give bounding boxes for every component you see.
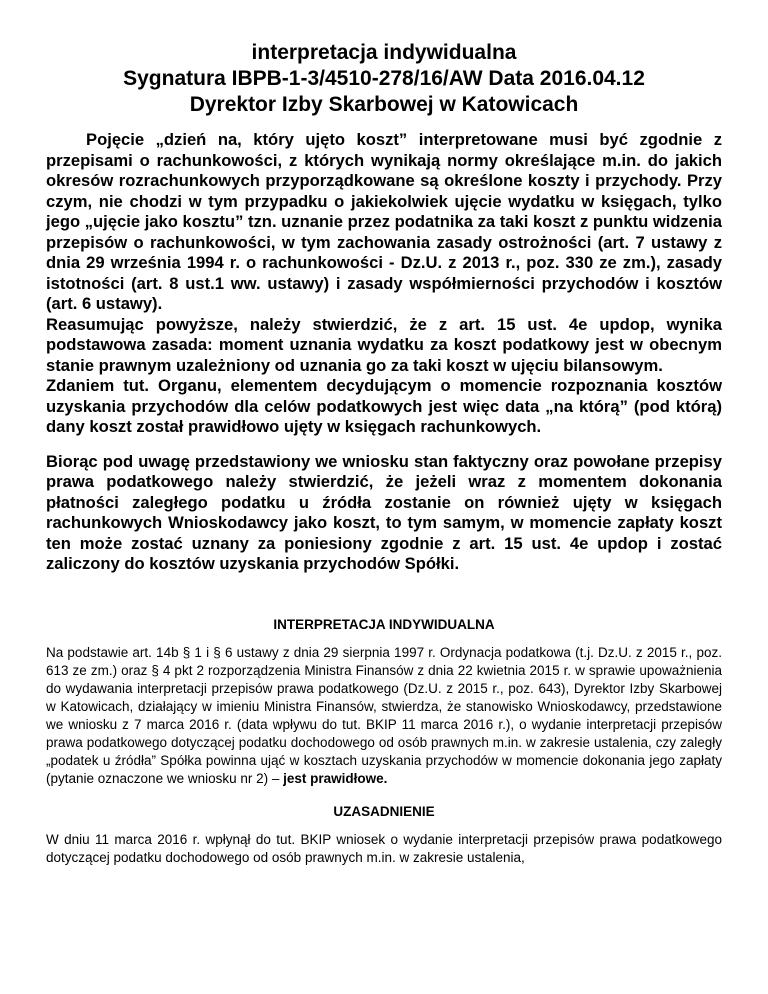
summary-paragraph-2: Reasumując powyższe, należy stwierdzić, że z art. 15 ust. 4e updop, wynika podstawowa zasada: moment uznania wydatku za koszt podatkowy jest w obecnym stanie prawnym uzależniony od uznania go za taki koszt w ujęciu bilansowym.	[46, 314, 722, 375]
justification-paragraph: W dniu 11 marca 2016 r. wpłynął do tut. BKIP wniosek o wydanie interpretacji przepisów prawa podatkowego dotyczącej podatku dochodowego od osób prawnych m.in. w zakresie ustalenia,	[46, 831, 722, 865]
summary-paragraph-4: Biorąc pod uwagę przedstawiony we wniosku stan faktyczny oraz powołane przepisy prawa podatkowego należy stwierdzić, że jeżeli wraz z momentem dokonania płatności zaległego podatku u źródła zostanie on również ujęty w księgach rachunkowych Wnioskodawcy jako koszt, to tym samym, w momencie zapłaty koszt ten może zostać uznany za poniesiony zgodnie z art. 15 ust. 4e updop i zostać zaliczony do kosztów uzyskania przychodów Spółki.	[46, 451, 722, 573]
header-signature: Sygnatura IBPB-1-3/4510-278/16/AW Data 2016.04.12	[123, 67, 645, 90]
interpretation-paragraph	[46, 644, 722, 788]
interpretation-title: INTERPRETACJA INDYWIDUALNA	[273, 616, 495, 632]
interpretation-verdict: jest prawidłowe.	[283, 770, 388, 786]
interpretation-text: Na podstawie art. 14b § 1 i § 6 ustawy z dnia 29 sierpnia 1997 r. Ordynacja podatkowa (t.j. Dz.U. z 2015 r., poz. 613 ze zm.) oraz § 4 pkt 2 rozporządzenia Ministra Finansów z dnia 22 kwietnia 2015 r. w sprawie upoważnienia do wydawania interpretacji przepisów prawa podatkowego (Dz.U. z 2015 r., poz. 643), Dyrektor Izby Skarbowej w Katowicach, działający w imieniu Ministra Finansów, stwierdza, że stanowisko Wnioskodawcy, przedstawione we wniosku z 7 marca 2016 r. (data wpływu do tut. BKIP 11 marca 2016 r.), o wydanie interpretacji przepisów prawa podatkowego dotyczącej podatku dochodowego od osób prawnych m.in. w zakresie ustalenia, czy zaległy „podatek u źródła” Spółka powinna ująć w kosztach uzyskania przychodów w momencie dokonania jego zapłaty (pytanie oznaczone we wniosku nr 2) –	[46, 644, 722, 786]
header-authority: Dyrektor Izby Skarbowej w Katowicach	[189, 93, 579, 116]
summary-paragraph-1: Pojęcie „dzień na, który ujęto koszt” interpretowane musi być zgodnie z przepisami o rachunkowości, z których wynikają normy określające m.in. do jakich okresów rozrachunkowych przyporządkowane są określone koszty i przychody. Przy czym, nie chodzi w tym przypadku o jakiekolwiek ujęcie wydatku w księgach, tylko jego „ujęcie jako kosztu” tzn. uznanie przez podatnika za taki koszt z punktu widzenia przepisów o rachunkowości, w tym zachowania zasady ostrożności (art. 7 ustawy z dnia 29 września 1994 r. o rachunkowości - Dz.U. z 2013 r., poz. 330 ze zm.), zasady istotności (art. 8 ust.1 ww. ustawy) i zasady współmierności przychodów i kosztów (art. 6 ustawy).	[46, 130, 722, 313]
summary-section	[46, 130, 722, 575]
summary-paragraph-3: Zdaniem tut. Organu, elementem decydującym o momencie rozpoznania kosztów uzyskania przychodów dla celów podatkowych jest więc data „na którą” (pod którą) dany koszt został prawidłowo ujęty w księgach rachunkowych.	[46, 376, 722, 436]
document-page	[46, 40, 722, 867]
document-header	[46, 40, 722, 118]
justification-title: UZASADNIENIE	[333, 803, 435, 819]
header-type: interpretacja indywidualna	[251, 41, 517, 64]
